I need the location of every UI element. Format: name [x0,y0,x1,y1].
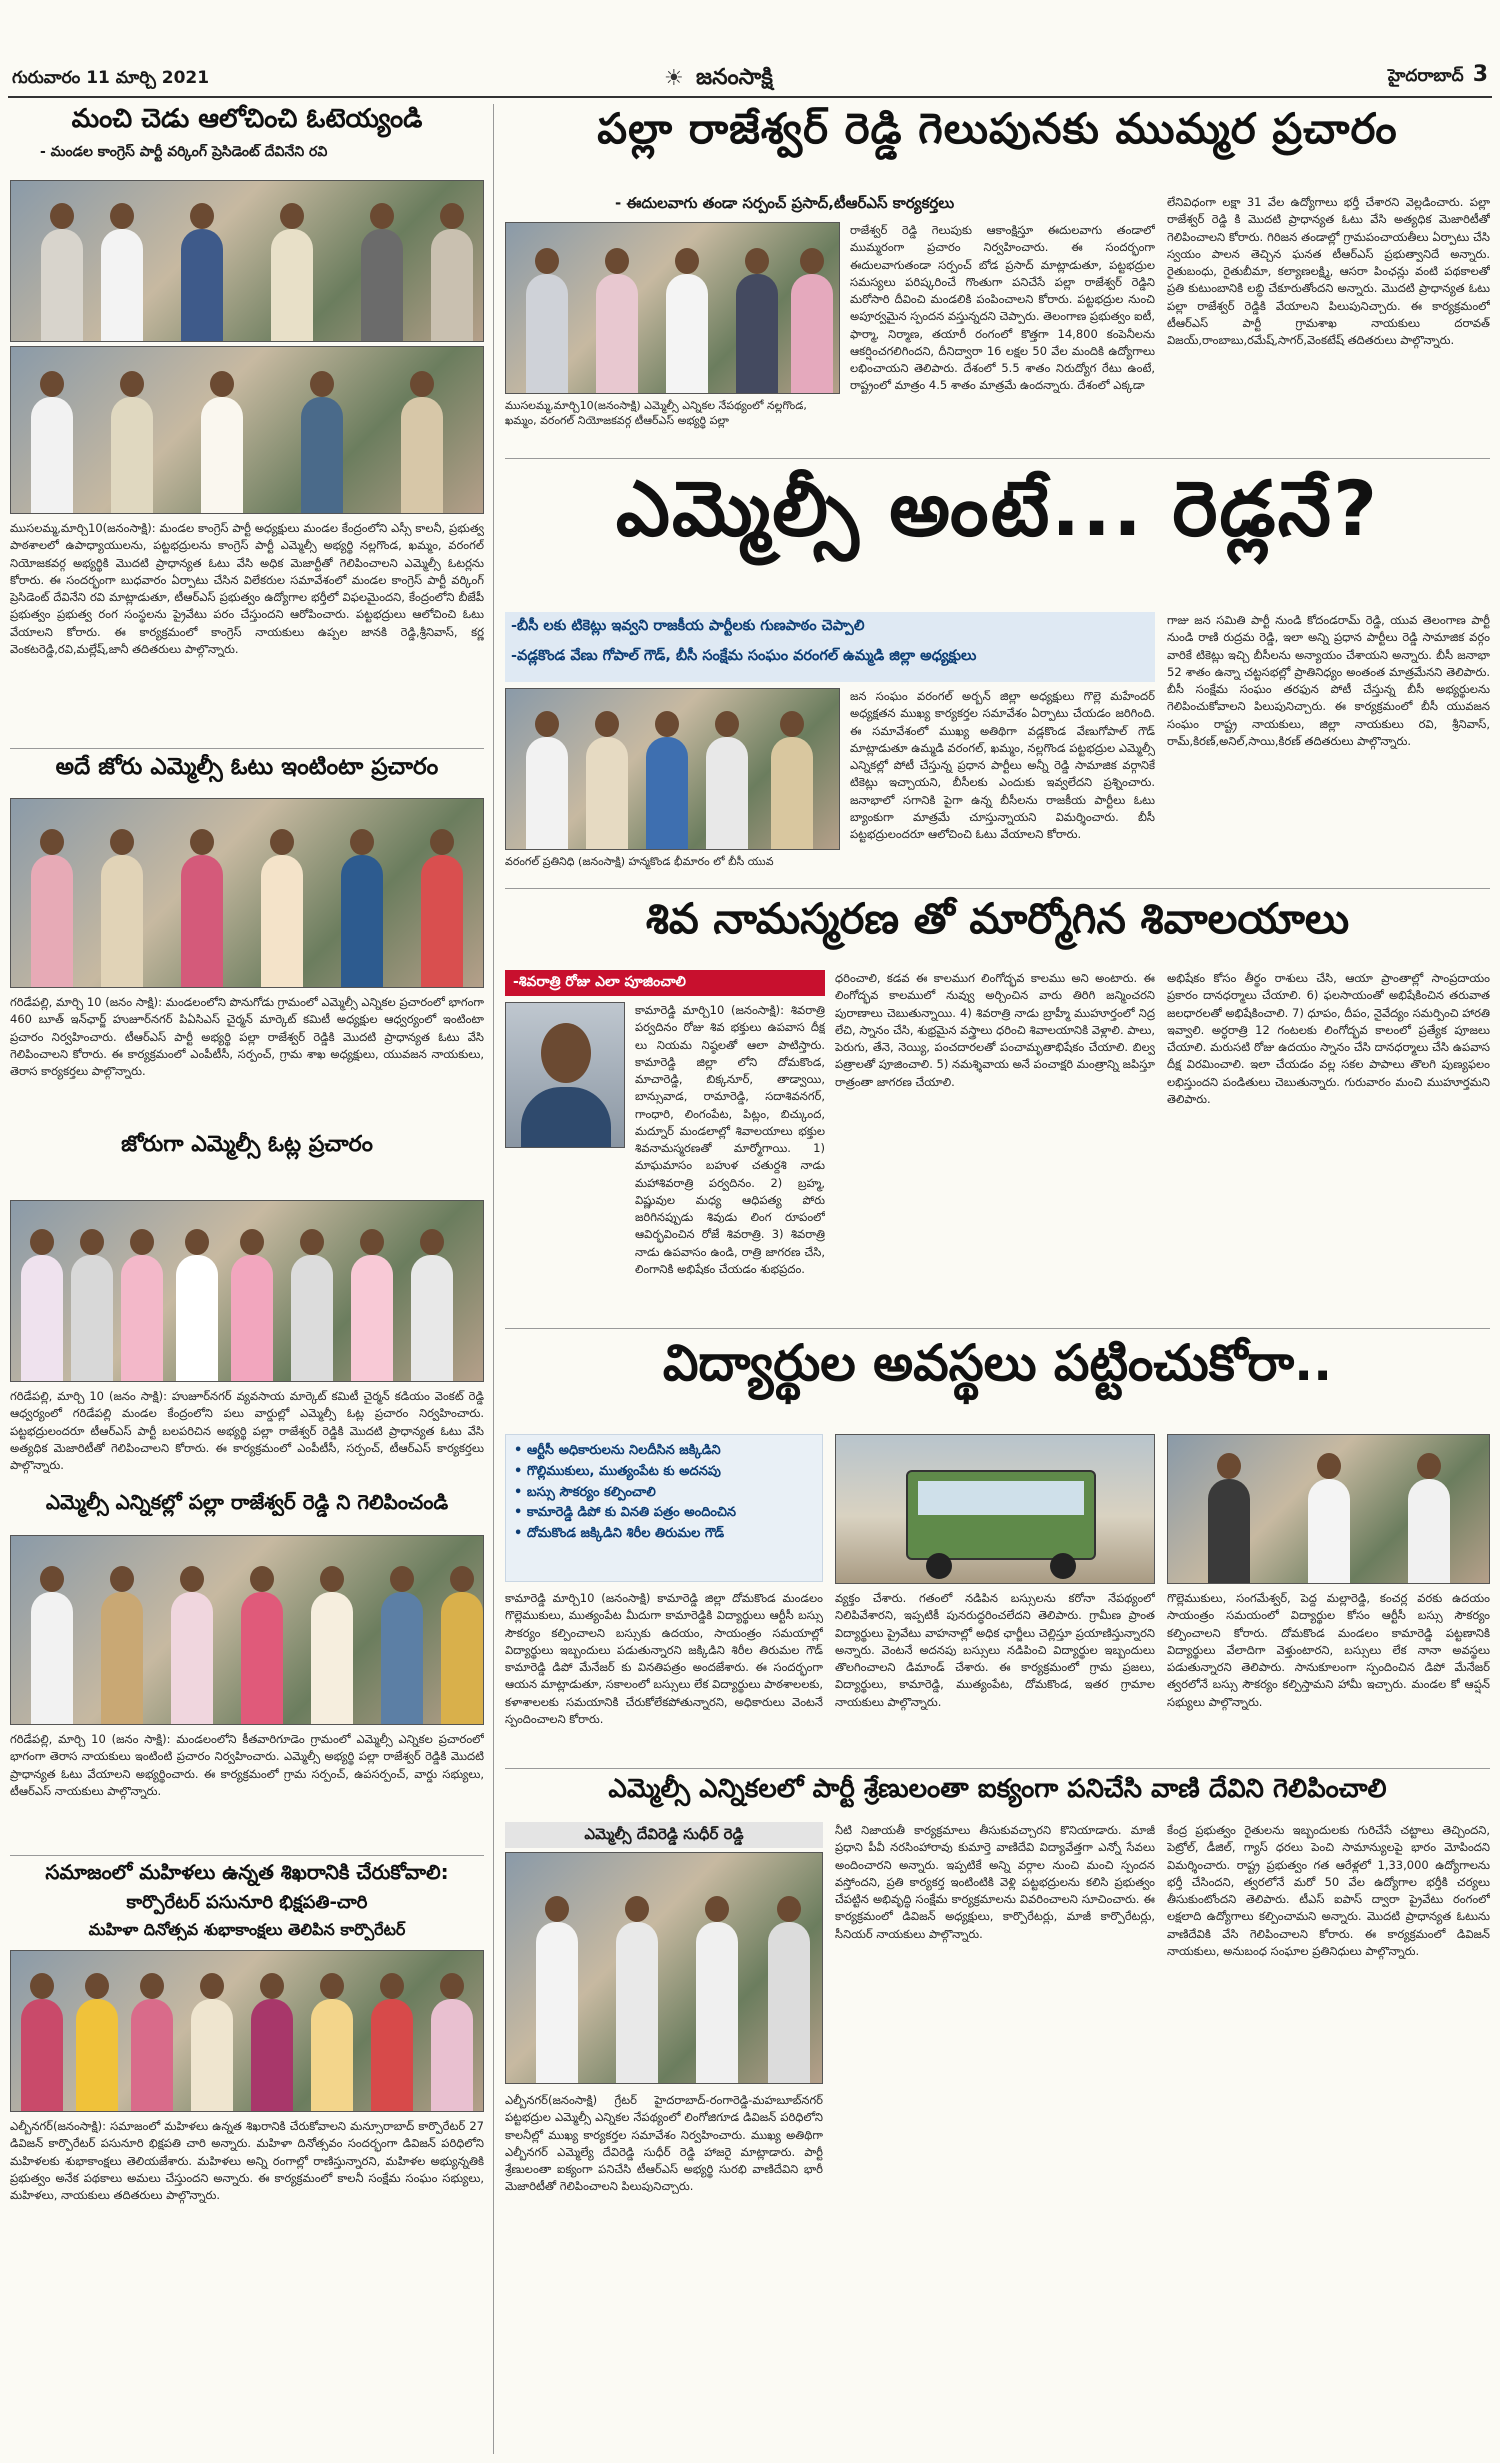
story-headline: మంచి చెడు ఆలోచించి ఓటెయ్యండి [71,104,423,134]
news-photo [505,1852,823,2084]
story-body: గరిడేపల్లి, మార్చి 10 (జనం సాక్షి): హుజూర్‌నగర్ వ్యవసాయ మార్కెట్ కమిటీ చైర్మన్ కడియం వెంకట్ రెడ్డి ఆధ్వర్యంలో గరిడేపల్లి మండల కేంద్రంలోని పలు వార్డుల్లో ఎమ్మెల్సీ ఓట్ల ప్రచారం నిర్వహించారు. పట్టభద్రులందరూ టీఆర్ఎస్ పార్టీ బలపరిచిన అభ్యర్థి పల్లా రాజేశ్వర్ రెడ్డికి మొదటి ప్రాధాన్యత ఓటు వేసి అత్యధిక మెజారిటీతో గెలిపించాలని కోరారు. ఈ కార్యక్రమంలో ఎంపీటీసీ, సర్పంచ్, టీఆర్ఎస్ కార్యకర్తలు పాల్గొన్నారు. [10,1389,484,1472]
vani-headline: ఎమ్మెల్సీ ఎన్నికలలో పార్టీ శ్రేణులంతా ఐక్యంగా పనిచేసి వాణి దేవిని గెలిపించాలి [608,1774,1387,1804]
story-headline: అదే జోరు ఎమ్మెల్సీ ఓటు ఇంటింటా ప్రచారం [55,754,439,780]
shiva-body: అభిషేకం కోసం తీర్థం రాశులు చేసి, ఆయా ప్రాంతాల్లో సాంప్రదాయం ప్రకారం దానధర్మాలు చేయాలి. 6) ఫలసాయంతో అభిషేకించిన తరువాత జలధారలతో అభిషేకించాలి. 7) ధూపం, దీపం, నైవేద్యం సమర్పించి హారతి ఇవ్వాలి. అర్ధరాత్రి 12 గంటలకు లింగోద్భవ కాలంలో ప్రత్యేక పూజలు చేయాలి. మరుసటి రోజు ఉదయం స్నానం చేసి దానధర్మాలు చేసి ఉపవాస దీక్ష విరమించాలి. ఇలా చేయడం వల్ల సకల పాపాలు తొలగి పుణ్యఫలం లభిస్తుందని పండితులు చెబుతున్నారు. గురువారం మంచి ముహూర్తమని తెలిపారు. [1167,971,1490,1106]
students-body: వ్యక్తం చేశారు. గతంలో నడిపిన బస్సులను కరోనా నేపథ్యంలో నిలిపివేశారని, ఇప్పటికీ పునరుద్ధరించలేదని తెలిపారు. గ్రామీణ ప్రాంత విద్యార్థులు ప్రైవేటు వాహనాల్లో అధిక ఛార్జీలు చెల్లిస్తూ ప్రయాణిస్తున్నారని అన్నారు. వెంటనే అదనపు బస్సులు నడిపించి విద్యార్థుల ఇబ్బందులు తొలగించాలని డిమాండ్ చేశారు. ఈ కార్యక్రమంలో గ్రామ ప్రజలు, విద్యార్థులు, కామారెడ్డి, ముత్యంపేట, దోమకొండ, ఇతర గ్రామాల నాయకులు పాల్గొన్నారు. [835,1591,1155,1709]
banner-body: గాజు జన సమితి పార్టీ నుండి కోదండరామ్ రెడ్డి, యువ తెలంగాణ పార్టీ నుండి రాణి రుద్రమ రెడ్డి, ఇలా అన్ని ప్రధాన పార్టీలు రెడ్డి సామాజిక వర్గం వారికే టికెట్లు ఇచ్చి బీసీలను అన్యాయం చేశాయని అన్నారు. బీసీ జనాభా 52 శాతం ఉన్నా చట్టసభల్లో ప్రాతినిధ్యం అంతంత మాత్రమేనని తెలిపారు. బీసీ సంక్షేమ సంఘం తరఫున పోటీ చేస్తున్న బీసీ అభ్యర్థులను గెలిపించుకోవాలని పిలుపునిచ్చారు. ఈ కార్యక్రమంలో బీసీ యువజన సంఘం రాష్ట్ర నాయకులు, జిల్లా నాయకులు రవి, శ్రీనివాస్, రామ్,కిరణ్,అనిల్,సాయి,కిరణ్ తదితరులు పాల్గొన్నారు. [1167,613,1490,748]
bullet-item: • దోమకొండ జక్కిడిని శిరీల తిరుమల గౌడ్ [514,1524,814,1545]
vani-body: కేంద్ర ప్రభుత్వం రైతులను ఇబ్బందులకు గురిచేసే చట్టాలు తెచ్చిందని, పెట్రోల్, డీజిల్, గ్యాస్ ధరలు పెంచి సామాన్యులపై భారం మోపిందని విమర్శించారు. రాష్ట్ర ప్రభుత్వం గత ఆరేళ్లలో 1,33,000 ఉద్యోగాలను భర్తీ చేసిందని, త్వరలోనే మరో 50 వేల ఉద్యోగాల భర్తీకి చర్యలు తీసుకుంటోందని తెలిపారు. టీఎస్ ఐపాస్ ద్వారా ప్రైవేటు రంగంలో లక్షలాది ఉద్యోగాలు కల్పించామని అన్నారు. మొదటి ప్రాధాన్యత ఓటును వాణిదేవికి వేసి గెలిపించాలని కోరారు. ఈ కార్యక్రమంలో డివిజన్ నాయకులు, అనుబంధ సంఘాల ప్రతినిధులు పాల్గొన్నారు. [1167,1823,1490,1958]
page-header [8,62,1492,98]
masthead-logo [658,62,858,94]
portrait-photo [505,1002,625,1148]
left-story-1 [10,104,484,744]
column-rule [493,104,494,2454]
news-photo [10,798,484,988]
story-subhead: - మండల కాంగ్రెస్ పార్టీ వర్కింగ్ ప్రెసిడెంట్ దేవినేని రవి [40,144,328,160]
story-subhead: మహిళా దినోత్సవ శుభాకాంక్షలు తెలిపిన కార్పొరేటర్ [88,1920,406,1939]
shiva-body: ధరించాలి, కడవ ఈ కాలముగ లింగోద్భవ కాలము అని అంటారు. ఈ లింగోద్భవ కాలములో నువ్వు అర్చించిన వారు తిరిగి జన్మించరని పురాణాలు చెబుతున్నాయి. 4) శివరాత్రి నాడు బ్రాహ్మీ ముహూర్తంలో నిద్ర లేచి, స్నానం చేసి, శుభ్రమైన వస్త్రాలు ధరించి శివాలయానికి వెళ్లాలి. పాలు, పెరుగు, తేనె, నెయ్యి, పంచదారలతో పంచామృతాభిషేకం చేయాలి. బిల్వ పత్రాలతో పూజించాలి. 5) నమశ్శివాయ అనే పంచాక్షరి మంత్రాన్ని జపిస్తూ రాత్రంతా జాగరణ చేయాలి. [835,971,1155,1089]
vani-kicker: ఎమ్మెల్సీ దేవిరెడ్డి సుధీర్ రెడ్డి [505,1822,823,1848]
students-bullets [505,1434,823,1582]
story-subhead: కార్పొరేటర్ పసునూరి భిక్షపతి-చారి [126,1892,368,1913]
banner-body: జన సంఘం వరంగల్ అర్బన్ జిల్లా అధ్యక్షులు గొల్లె మహేందర్ అధ్యక్షతన ముఖ్య కార్యకర్తల సమావేశం ఏర్పాటు చేయడం జరిగింది. ఈ సమావేశంలో ముఖ్య అతిథిగా వడ్లకొండ వేణుగోపాల్ గౌడ్ మాట్లాడుతూ ఉమ్మడి వరంగల్, ఖమ్మం, నల్లగొండ పట్టభద్రుల ఎమ్మెల్సీ ఎన్నికల్లో పోటీ చేస్తున్న ప్రధాన పార్టీలు అన్నీ రెడ్డి సామాజిక వర్గానికే టికెట్లు ఇచ్చాయని, బీసీలకు ఎందుకు ఇవ్వలేదని ప్రశ్నించారు. జనాభాలో సగానికి పైగా ఉన్న బీసీలను రాజకీయ పార్టీలు ఓటు బ్యాంకుగా మాత్రమే చూస్తున్నాయని విమర్శించారు. బీసీ పట్టభద్రులందరూ ఆలోచించి ఓటు వేయాలని కోరారు. [850,689,1155,841]
left-story-5 [10,1860,484,2450]
banner-headline: ఎమ్మెల్సీ అంటే... రెడ్లనే? [615,464,1380,553]
story-divider [10,748,484,749]
header-date: గురువారం 11 మార్చి 2021 [12,68,210,88]
story-divider [505,458,1490,459]
story-divider [505,1768,1490,1769]
bullet-line: -వడ్లకొండ వేణు గోపాల్ గౌడ్, బీసీ సంక్షేమ సంఘం వరంగల్ ఉమ్మడి జిల్లా అధ్యక్షులు [511,648,977,664]
sun-icon: ☀ [664,66,684,91]
story-divider [505,1328,1490,1329]
vani-body: నీటి నిజాయతీ కార్యక్రమాలు తీసుకువచ్చారని కొనియాడారు. మాజీ ప్రధాని పీవీ నరసింహారావు కుమార్తె వాణిదేవి విద్యావేత్తగా ఎన్నో సేవలు అందించారని అన్నారు. ఇప్పటికే అన్ని వర్గాల నుంచి మంచి స్పందన వస్తోందని, ప్రతి కార్యకర్త ఇంటింటికి వెళ్లి పట్టభద్రులను కలిసి ప్రభుత్వం చేపట్టిన అభివృద్ధి సంక్షేమ కార్యక్రమాలను వివరించాలని సూచించారు. ఈ కార్యక్రమంలో డివిజన్ అధ్యక్షులు, కార్పొరేటర్లు, మాజీ కార్పొరేటర్లు, సీనియర్ నాయకులు పాల్గొన్నారు. [835,1823,1155,1941]
masthead-title: జనంసాక్షి [696,64,773,90]
bus-photo [835,1434,1155,1584]
shiva-headline: శివ నామస్మరణ తో మార్మోగిన శివాలయాలు [645,894,1350,943]
students-headline: విద్యార్థుల అవస్థలు పట్టించుకోరా.. [662,1334,1333,1392]
story-divider [505,888,1490,889]
news-photo [10,1200,484,1382]
bullet-item: • కామారెడ్డి డిపో కు వినతి పత్రం అందించిన [514,1503,814,1524]
news-photo [1167,1434,1490,1584]
bullet-line: -బీసీ లకు టికెట్లు ఇవ్వని రాజకీయ పార్టీలకు గుణపాఠం చెప్పాలి [511,618,865,634]
vani-story [505,1774,1490,2454]
banner-bullets [505,612,1155,682]
photo-caption: ముసలమ్మ,మార్చి10(జనంసాక్షి) ఎమ్మెల్సీ ఎన్నికల నేపథ్యంలో నల్లగొండ, ఖమ్మం, వరంగల్ నియోజకవర్గ టీఆర్ఎస్ అభ్యర్థి పల్లా [505,399,807,428]
news-photo [10,180,484,342]
shiva-story [505,894,1490,1324]
news-photo [10,1950,484,2112]
news-photo [10,346,484,514]
photo-caption: వరంగల్ ప్రతినిధి (జనంసాక్షి) హన్మకొండ భీమారం లో బీసీ యువ [505,855,774,868]
header-right [1338,62,1488,94]
story-headline: జోరుగా ఎమ్మెల్సీ ఓట్ల ప్రచారం [121,1132,373,1157]
lead-story [505,104,1490,454]
story-headline: సమాజంలో మహిళలు ఉన్నత శిఖరానికి చేరుకోవాలి: [45,1860,449,1884]
students-body: గొల్లెముకులు, సంగమేశ్వర్, పెద్ద మల్లారెడ్డి, కంచర్ల వరకు ఉదయం సాయంత్రం సమయంలో విద్యార్థుల కోసం ఆర్టీసీ బస్సు సౌకర్యం కల్పించాలని కోరారు. దోమకొండ మండలం కామారెడ్డి పట్టణానికి విద్యార్థులు వేలాదిగా వెళ్తుంటారని, బస్సులు లేక నానా అవస్థలు పడుతున్నారని తెలిపారు. సానుకూలంగా స్పందించిన డిపో మేనేజర్ త్వరలోనే బస్సు సౌకర్యం కల్పిస్తామని హామీ ఇచ్చారు. మండల కో ఆప్షన్ సభ్యులు పాల్గొన్నారు. [1167,1591,1490,1709]
shiva-kicker: -శివరాత్రి రోజు ఎలా పూజించాలి [505,970,825,996]
story-body: ముసలమ్మ,మార్చి10(జనంసాక్షి): మండల కాంగ్రెస్ పార్టీ అధ్యక్షులు మండల కేంద్రంలోని ఎస్సీ కాలనీ, ప్రభుత్వ పాఠశాలలో ఉపాధ్యాయులను, పట్టభద్రులను కాంగ్రెస్ పార్టీ ఎమ్మెల్సీ అభ్యర్థి నల్లగొండ, ఖమ్మం, వరంగల్ నియోజకవర్గ అభ్యర్థికి మొదటి ప్రాధాన్యత ఓటు వేసి అధిక మెజార్టీతో గెలిపించాలని ఎమ్మెల్సీ ఓటర్లను కోరారు. ఈ సందర్భంగా బుధవారం ఏర్పాటు చేసిన విలేకరుల సమావేశంలో మండల కాంగ్రెస్ పార్టీ వర్కింగ్ ప్రెసిడెంట్ దేవినేని రవి మాట్లాడుతూ, టీఆర్ఎస్ ప్రభుత్వం ఉద్యోగాల భర్తీలో విఫలమైందని, కేంద్రంలోని బీజేపీ ప్రభుత్వం ప్రభుత్వ రంగ సంస్థలను ప్రైవేటు పరం చేస్తుందని ఆరోపించారు. పట్టభద్రులు ఆలోచించి ఓటు వేయాలని కోరారు. ఈ కార్యక్రమంలో కాంగ్రెస్ నాయకులు ఉప్పల జానకి రెడ్డి,శ్రీనివాస్, కర్ణ వెంకటరెడ్డి,రవి,మల్లేష్,జానీ తదితరులు పాల్గొన్నారు. [10,521,484,656]
story-headline: ఎమ్మెల్సీ ఎన్నికల్లో పల్లా రాజేశ్వర్ రెడ్డి ని గెలిపించండి [45,1490,449,1514]
students-body: కామారెడ్డి మార్చి10 (జనంసాక్షి) కామారెడ్డి జిల్లా దోమకొండ మండలం గొల్లెముకులు, ముత్యంపేట మీదుగా కామారెడ్డికి విద్యార్థులు ఆర్టీసీ బస్సు సౌకర్యం కల్పించాలని బస్సుకు ఉదయం, సాయంత్రం సమయాల్లో విద్యార్థులు ఇబ్బందులు పడుతున్నారని జక్కిడిని శిరీల తిరుమల గౌడ్ కామారెడ్డి డిపో మేనేజర్ కు వినతిపత్రం అందజేశారు. ఈ సందర్భంగా ఆయన మాట్లాడుతూ, సకాలంలో బస్సులు లేక విద్యార్థులు పాఠశాలలకు, కళాశాలలకు సమయానికి చేరుకోలేకపోతున్నారని, అధికారులు వెంటనే స్పందించాలని కోరారు. [505,1591,823,1726]
story-body: గరిడేపల్లి, మార్చి 10 (జనం సాక్షి): మండలంలోని పొనుగోడు గ్రామంలో ఎమ్మెల్సీ ఎన్నికల ప్రచారంలో భాగంగా 460 బూత్ ఇన్‌ఛార్జ్ హుజూర్‌నగర్ పిఏసిఎస్ చైర్మన్ మార్కెట్ కమిటీ అధ్యక్షుల ఆధ్వర్యంలో ఇంటింటా ప్రచారం నిర్వహించారు. టీఆర్ఎస్ పార్టీ అభ్యర్థి పల్లా రాజేశ్వర్ రెడ్డికి మొదటి ప్రాధాన్యత ఓటు వేసి గెలిపించాలని కోరారు. ఈ కార్యక్రమంలో ఎంపీటీసీ, సర్పంచ్, గ్రామ శాఖ అధ్యక్షులు, యువజన నాయకులు, తెరాస కార్యకర్తలు పాల్గొన్నారు. [10,995,484,1078]
left-story-3 [10,1200,484,1530]
bullet-item: • గొల్లిముకులు, ముత్యంపేట కు అదనపు [514,1462,814,1483]
bullet-item: • ఆర్టీసీ అధికారులను నిలదీసిన జక్కిడిని [514,1441,814,1462]
page-number: 3 [1472,62,1488,87]
news-photo [505,222,840,394]
news-photo [10,1535,484,1725]
story-body: గరిడేపల్లి, మార్చి 10 (జనం సాక్షి): మండలంలోని కీతవారిగూడెం గ్రామంలో ఎమ్మెల్సీ ఎన్నికల ప్రచారంలో భాగంగా తెరాస నాయకులు ఇంటింటి ప్రచారం నిర్వహించారు. ఎమ్మెల్సీ అభ్యర్థి పల్లా రాజేశ్వర్ రెడ్డికి మొదటి ప్రాధాన్యత ఓటు వేయాలని అభ్యర్థించారు. ఈ కార్యక్రమంలో గ్రామ సర్పంచ్, ఉపసర్పంచ్, వార్డు సభ్యులు, టీఆర్ఎస్ నాయకులు పాల్గొన్నారు. [10,1732,484,1798]
mlc-story [505,464,1490,884]
bullet-item: • బస్సు సౌకర్యం కల్పించాలి [514,1483,814,1504]
shiva-body: కామారెడ్డి మార్చి10 (జనంసాక్షి): శివరాత్రి పర్వదినం రోజు శివ భక్తులు ఉపవాస దీక్ష లు నియమ నిష్ఠలతో ఆలా పాటిస్తారు. కామారెడ్డి జిల్లా లోని దోమకొండ, మాచారెడ్డి, బిక్కనూర్, తాడ్వాయి, బాన్సువాడ, రామారెడ్డి, సదాశివనగర్, గాంధారి, లింగంపేట, పిట్లం, బిచ్కుంద, మద్నూర్ మండలాల్లో శివాలయాలు భక్తుల శివనామస్మరణతో మార్మోగాయి. 1) మాఘమాసం బహుళ చతుర్దశి నాడు మహాశివరాత్రి పర్వదినం. 2) బ్రహ్మ, విష్ణువుల మధ్య ఆధిపత్య పోరు జరిగినప్పుడు శివుడు లింగ రూపంలో ఆవిర్భవించిన రోజే శివరాత్రి. 3) శివరాత్రి నాడు ఉపవాసం ఉండి, రాత్రి జాగరణ చేసి, లింగానికి అభిషేకం చేయడం శుభప్రదం. [635,1003,825,1276]
news-photo [505,688,840,850]
lead-subhead: - ఈదులవాగు తండా సర్పంచ్ ప్రసాద్,టీఆర్ఎస్ కార్యకర్తలు [615,194,955,212]
story-body: ఎల్బీనగర్(జనంసాక్షి): సమాజంలో మహిళలు ఉన్నత శిఖరానికి చేరుకోవాలని మన్సూరాబాద్ కార్పొరేటర్ 27 డివిజన్ కార్పొరేటర్ పసునూరి భిక్షపతి చారి అన్నారు. మహిళా దినోత్సవం సందర్భంగా డివిజన్ పరిధిలోని మహిళలకు శుభాకాంక్షలు తెలియజేశారు. మహిళలు అన్ని రంగాల్లో రాణిస్తున్నారని, మహిళల అభ్యున్నతికి ప్రభుత్వం అనేక పథకాలు అమలు చేస్తుందని అన్నారు. ఈ కార్యక్రమంలో కాలనీ సంక్షేమ సంఘం సభ్యులు, మహిళలు, నాయకులు తదితరులు పాల్గొన్నారు. [10,2119,484,2202]
left-story-2 [10,754,484,1199]
vani-body: ఎల్బీనగర్(జనంసాక్షి) గ్రేటర్ హైదరాబాద్-రంగారెడ్డి-మహబూబ్‌నగర్ పట్టభద్రుల ఎమ్మెల్సీ ఎన్నికల నేపథ్యంలో లింగోజిగూడ డివిజన్ పరిధిలోని కాలనీల్లో ముఖ్య కార్యకర్తల సమావేశం నిర్వహించారు. ముఖ్య అతిథిగా ఎల్బీనగర్ ఎమ్మెల్యే దేవిరెడ్డి సుధీర్ రెడ్డి హాజరై మాట్లాడారు. పార్టీ శ్రేణులంతా ఐక్యంగా పనిచేసి టీఆర్ఎస్ అభ్యర్థి సురభి వాణిదేవిని భారీ మెజారిటీతో గెలిపించాలని పిలుపునిచ్చారు. [505,2093,823,2194]
lead-headline: పల్లా రాజేశ్వర్ రెడ్డి గెలుపునకు ముమ్మర ప్రచారం [597,104,1398,153]
header-city: హైదరాబాద్ [1387,66,1464,86]
students-story [505,1334,1490,1764]
left-story-4 [10,1535,484,1855]
lead-body: రాజేశ్వర్ రెడ్డి గెలుపుకు ఆకాంక్షిస్తూ ఈదులవాగు తండాలో ముమ్మరంగా ప్రచారం నిర్వహించారు. ఈ సందర్భంగా ఈదులవాగుతండా సర్పంచ్ బోడ ప్రసాద్ మాట్లాడుతూ, పట్టభద్రుల సమస్యలు పరిష్కరించే గొంతుగా పనిచేసే పల్లా రాజేశ్వర్ రెడ్డిని మరోసారి దీవించి మండలికి పంపించాలని కోరారు. పట్టభద్రుల నుంచి అపూర్వమైన స్పందన వస్తున్నదని చెప్పారు. తెలంగాణ ప్రభుత్వం ఐటీ, ఫార్మా, నిర్మాణ, తయారీ రంగంలో కొత్తగా 14,800 కంపెనీలను ఆకర్షించగలిగిందని, దీనిద్వారా 16 లక్షల 50 వేల మందికి ఉద్యోగాలు లభించాయని తెలిపారు. దేశంలో 5.5 శాతం నిరుద్యోగ రేటు ఉంటే, రాష్ట్రంలో మాత్రం 4.5 శాతం మాత్రమే ఉందన్నారు. దేశంలో ఎక్కడా [850,223,1155,393]
story-divider [10,1855,484,1856]
lead-body: లేనివిధంగా లక్షా 31 వేల ఉద్యోగాలు భర్తీ చేశారని వెల్లడించారు. పల్లా రాజేశ్వర్ రెడ్డి కి మొదటి ప్రాధాన్యత ఓటు వేసి అత్యధిక మెజారిటీతో గెలిపించాలని కోరారు. గిరిజన తండాల్లో గ్రామపంచాయతీలు ఏర్పాటు చేసి స్వయం పాలన తెచ్చిన ఘనత టీఆర్ఎస్ ప్రభుత్వానిదే అన్నారు. రైతుబంధు, రైతుబీమా, కల్యాణలక్ష్మి, ఆసరా పింఛన్లు వంటి పథకాలతో ప్రతి కుటుంబానికి లబ్ధి చేకూరుతోందని అన్నారు. మొదటి ప్రాధాన్యత ఓటు పల్లా రాజేశ్వర్ రెడ్డికి వేయాలని పిలుపునిచ్చారు. ఈ కార్యక్రమంలో టీఆర్ఎస్ పార్టీ గ్రామశాఖ నాయకులు దరావత్ విజయ్,రాంబాబు,రమేష్,సాగర్,వెంకటేష్ తదితరులు పాల్గొన్నారు. [1167,195,1490,347]
